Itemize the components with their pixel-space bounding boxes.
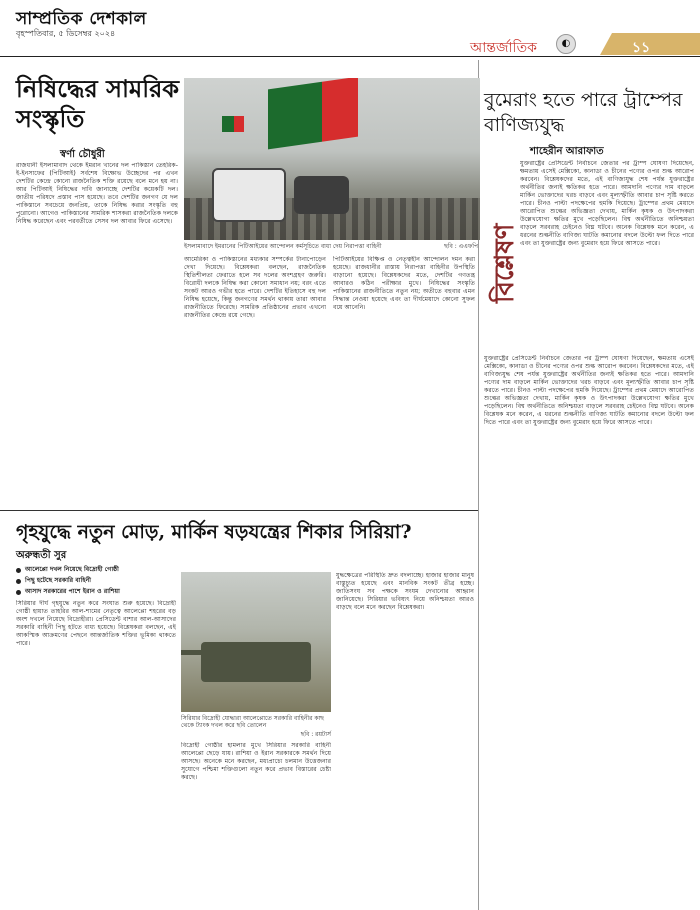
article3-photo-credit: ছবি : রয়টার্স [300,731,331,738]
bullet-dot [16,590,21,595]
article3-photo-caption: সিরিয়ার বিদ্রোহী যোদ্ধারা আলেপ্পোতে সরকারি বাহিনীর কাছ থেকে ট্যাংক দখল করে ছবি তোলেন [181,715,324,729]
headline-line-1: নিষিদ্ধের সামরিক [16,74,180,103]
article1-photo-credit: ছবি : এএফপি [444,243,478,250]
globe-icon: ◐ [556,34,576,54]
article1-photo-caption: ইসলামাবাদে ইমরানের পিটিআইয়ের আন্দোলন কর্মসূচিতে বাধা দেয় নিরাপত্তা বাহিনী [184,243,382,250]
flag-shape [268,78,358,149]
flag-shape-small [222,116,244,132]
page-number: ১১ [632,40,651,56]
masthead [0,0,700,56]
bullet-dot [16,568,21,573]
article1-col2: আমেরিকা ও পাকিস্তানের মধ্যকার সম্পর্কের টানাপোড়েন দেখা দিয়েছে। বিশ্লেষকরা বলছেন, রাজনৈতিক স্থিতিশীলতা ফেরাতে হলে সব দলের অংশগ্রহণ জরুরি। বিরোধী দলকে নিষিদ্ধ করা কোনো সমাধান নয়; বরং এতে সংকট আরও গভীর হতে পারে। দেশটির ইতিহাসে বহু দল নিষিদ্ধ হয়েছে, কিন্তু জনগণের সমর্থন থাকায় তারা আবার রাজনীতিতে ফিরেছে। সামরিক প্রতিষ্ঠানের প্রভাব এখনো রাজনীতির কেন্দ্রে রয়ে গেছে। [184,256,326,319]
article3-headline: গৃহযুদ্ধে নতুন মোড়, মার্কিন ষড়যন্ত্রের শিকার সিরিয়া? [16,521,412,543]
article1-author: স্বর্ণা চৌধুরী [60,149,105,160]
bullet-item: আলেপ্পো দখল নিয়েছে বিদ্রোহী গোষ্ঠী [16,566,176,574]
issue-date: বৃহস্পতিবার, ৫ ডিসেম্বর ২০২৪ [16,29,116,38]
article2-author: শাহেরীন আরাফাত [530,146,604,157]
section-label: আন্তর্জাতিক [470,40,537,56]
article3-col2: বিদ্রোহী গোষ্ঠীর হামলার মুখে সিরিয়ার সরকারি বাহিনী আলেপ্পো ছেড়ে যায়। রাশিয়া ও ইরান সরকারকে সমর্থন দিয়ে আসছে। অনেকে মনে করছেন, মধ্যপ্রাচ্যে চলমান উত্তেজনার সুযোগে পশ্চিমা শক্তিগুলো নতুন করে প্রভাব বিস্তারের চেষ্টা করছে। [181,742,331,781]
top-rule [0,56,700,57]
article1-col3: পিটিআইয়ের বিক্ষিপ্ত ও নেতৃত্বহীন আন্দোলন দমন করা হয়েছে। রাজধানীর রাস্তায় নিরাপত্তা বাহিনীর উপস্থিতি বাড়ানো হয়েছে। বিশ্লেষকদের মতে, দেশটির গণতন্ত্র আবারও কঠিন পরীক্ষার মুখে। নিষিদ্ধের সংস্কৃতি পাকিস্তানের রাজনীতিতে নতুন নয়; অতীতে বহুবার এমন সিদ্ধান্ত নেওয়া হয়েছে এবং তা দীর্ঘমেয়াদে কোনো সুফল বয়ে আনেনি। [333,256,475,311]
article3-author: অরুন্ধতী সুর [16,550,67,561]
article1-photo [184,78,480,240]
tank-shape [201,642,311,682]
bullet-item: আসাদ সরকারের পাশে ইরান ও রাশিয়া [16,588,176,596]
article1-headline [16,74,181,134]
article3-col3: যুদ্ধক্ষেত্রের পরিস্থিতি দ্রুত বদলাচ্ছে। হাজার হাজার মানুষ বাস্তুচ্যুত হয়েছে এবং মানবিক সংকট তীব্র হচ্ছে। জাতিসংঘ সব পক্ষকে সংযম দেখানোর আহ্বান জানিয়েছে। সিরিয়ার ভবিষ্যৎ নিয়ে অনিশ্চয়তা আরও বাড়ছে বলে মনে করছেন বিশ্লেষকরা। [336,572,474,611]
article3-bullets [16,566,176,599]
section-rule [0,510,478,511]
article1-col1: রাজধানী ইসলামাবাদ থেকে ইমরান খানের দল পাকিস্তান তেহরিক-ই-ইনসাফের (পিটিআই) সর্বশেষ বিক্ষোভ উচ্ছেদের পর এখন দেশটির কেন্দ্রে কোনো রাজনৈতিক শক্তি রয়েছে বলে মনে হয় না। আর পিটিআই নিষিদ্ধের দাবি জানাচ্ছে দেশটির কয়েকটি দল। জাতীয় পরিষদে প্রস্তাব পাস হয়েছে। তবে দেশটির জনগণ যে দল পাকিস্তানে সবচেয়ে জনপ্রিয়, তাকে নিষিদ্ধ করার সংস্কৃতি বহু পুরোনো। আগেও পাকিস্তানের সামরিক শাসকরা রাজনৈতিক দলকে নিষিদ্ধ করেছেন এবং পরবর্তীতে সেসব দল আবার ফিরে এসেছে। [16,162,178,225]
bullet-dot [16,579,21,584]
vehicle-shape [212,168,286,222]
article3-col1: সিরিয়ার দীর্ঘ গৃহযুদ্ধে নতুন করে সংঘাত শুরু হয়েছে। বিদ্রোহী গোষ্ঠী হায়াত তাহরির আল-শামের নেতৃত্বে আলেপ্পো শহরের বড় অংশ দখলে নিয়েছে বিদ্রোহীরা। প্রেসিডেন্ট বাশার আল-আসাদের সরকারি বাহিনী পিছু হটতে বাধ্য হয়েছে। বিশ্লেষকরা বলছেন, এই আকস্মিক আক্রমণের পেছনে আন্তর্জাতিক শক্তির ভূমিকা থাকতে পারে। [16,600,176,647]
article3-photo [181,572,331,712]
article2-vertical-title: বিশ্লেষণ [483,178,517,348]
article2-body: যুক্তরাষ্ট্রের প্রেসিডেন্ট নির্বাচনে জেতার পর ট্রাম্প ঘোষণা দিয়েছেন, ক্ষমতায় এসেই মেক্সিকো, কানাডা ও চীনের পণ্যের ওপর শুল্ক আরোপ করবেন। বিশ্লেষকদের মতে, এই বাণিজ্যযুদ্ধ শেষ পর্যন্ত যুক্তরাষ্ট্রের অর্থনীতির জন্যই ক্ষতিকর হতে পারে। আমদানি পণ্যের দাম বাড়লে মার্কিন ভোক্তাদের খরচ বাড়বে এবং মূল্যস্ফীতি আবার চাপ সৃষ্টি করতে পারে। চীনও পাল্টা পদক্ষেপের হুমকি দিয়েছে। ট্রাম্পের প্রথম মেয়াদে আরোপিত শুল্কের অভিজ্ঞতা দেখায়, মার্কিন কৃষক ও উৎপাদকরা উল্লেখযোগ্য ক্ষতির মুখে পড়েছিলেন। বিশ্ব অর্থনীতিতে অনিশ্চয়তা বাড়লে সরবরাহ চেইনেও বিঘ্ন ঘটবে। অনেক বিশ্লেষক মনে করেন, এ ধরনের শুল্কনীতি বাণিজ্য ঘাটতি কমানোর বদলে উল্টো ফল দিতে পারে এবং তা যুক্তরাষ্ট্রের জন্য বুমেরাং হয়ে ফিরে আসতে পারে। [484,355,694,426]
vehicle-shape-2 [294,176,349,214]
article2-headline: বুমেরাং হতে পারে ট্রাম্পের বাণিজ্যযুদ্ধ [484,89,683,136]
newspaper-title: সাম্প্রতিক দেশকাল [16,9,147,29]
bullet-item: পিছু হটেছে সরকারি বাহিনী [16,577,176,585]
headline-line-2: সংস্কৃতি [16,104,85,133]
article2-body-top: যুক্তরাষ্ট্রের প্রেসিডেন্ট নির্বাচনে জেতার পর ট্রাম্প ঘোষণা দিয়েছেন, ক্ষমতায় এসেই মেক্সিকো, কানাডা ও চীনের পণ্যের ওপর শুল্ক আরোপ করবেন। বিশ্লেষকদের মতে, এই বাণিজ্যযুদ্ধ শেষ পর্যন্ত যুক্তরাষ্ট্রের অর্থনীতির জন্যই ক্ষতিকর হতে পারে। আমদানি পণ্যের দাম বাড়লে মার্কিন ভোক্তাদের খরচ বাড়বে এবং মূল্যস্ফীতি আবার চাপ সৃষ্টি করতে পারে। চীনও পাল্টা পদক্ষেপের হুমকি দিয়েছে। ট্রাম্পের প্রথম মেয়াদে আরোপিত শুল্কের অভিজ্ঞতা দেখায়, মার্কিন কৃষক ও উৎপাদকরা উল্লেখযোগ্য ক্ষতির মুখে পড়েছিলেন। বিশ্ব অর্থনীতিতে অনিশ্চয়তা বাড়লে সরবরাহ চেইনেও বিঘ্ন ঘটবে। অনেক বিশ্লেষক মনে করেন, এ ধরনের শুল্কনীতি বাণিজ্য ঘাটতি কমানোর বদলে উল্টো ফল দিতে পারে এবং তা যুক্তরাষ্ট্রের জন্য বুমেরাং হয়ে ফিরে আসতে পারে। [520,160,694,247]
